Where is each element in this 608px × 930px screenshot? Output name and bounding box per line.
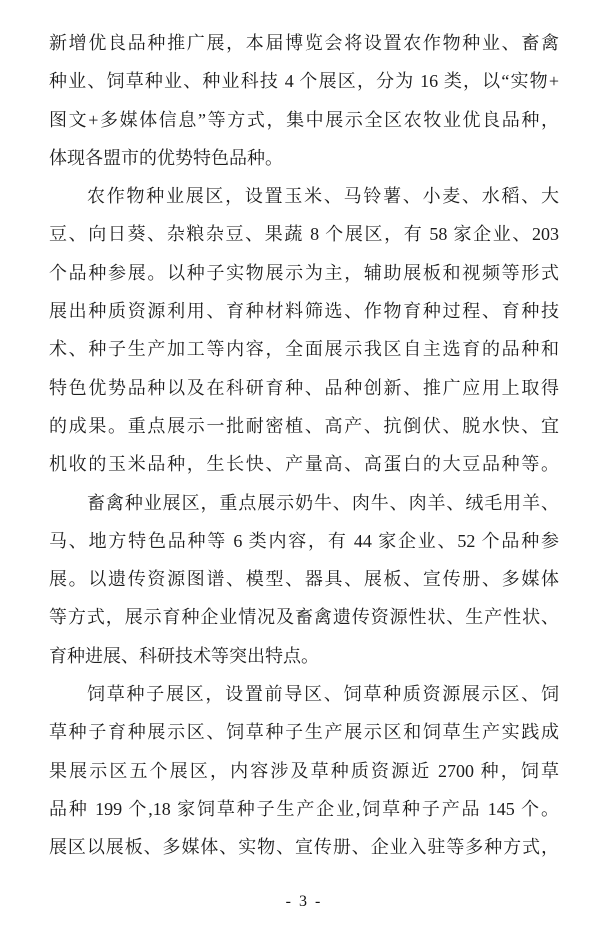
page-number: - 3 - <box>285 893 323 910</box>
text-line: 展区以展板、多媒体、实物、宣传册、企业入驻等多种方式， <box>49 837 559 858</box>
text-line: 种业、饲草种业、种业科技 4 个展区，分为 16 类，以“实物+ <box>49 71 559 92</box>
text-line: 饲草种子展区，设置前导区、饲草种质资源展示区、饲 <box>87 684 559 705</box>
text-line: 草种子育种展示区、饲草种子生产展示区和饲草生产实践成 <box>49 722 559 743</box>
document-body <box>49 24 559 867</box>
page-footer <box>0 893 608 911</box>
text-line: 育种进展、科研技术等突出特点。 <box>49 645 319 666</box>
text-line: 豆、向日葵、杂粮杂豆、果蔬 8 个展区，有 58 家企业、203 <box>49 224 559 245</box>
text-line: 图文+多媒体信息”等方式，集中展示全区农牧业优良品种， <box>49 109 559 130</box>
text-line: 术、种子生产加工等内容，全面展示我区自主选育的品种和 <box>49 339 559 360</box>
text-line: 果展示区五个展区，内容涉及草种质资源近 2700 种，饲草 <box>49 760 559 781</box>
text-line: 展出种质资源利用、育种材料筛选、作物育种过程、育种技 <box>49 301 559 322</box>
text-line: 马、地方特色品种等 6 类内容，有 44 家企业、52 个品种参 <box>49 530 559 551</box>
text-line: 体现各盟市的优势特色品种。 <box>49 147 283 168</box>
text-line: 展。以遗传资源图谱、模型、器具、展板、宣传册、多媒体 <box>49 569 559 590</box>
text-line: 个品种参展。以种子实物展示为主，辅助展板和视频等形式 <box>49 262 559 283</box>
text-line: 畜禽种业展区，重点展示奶牛、肉牛、肉羊、绒毛用羊、 <box>87 492 559 513</box>
text-line: 农作物种业展区，设置玉米、马铃薯、小麦、水稻、大 <box>87 186 559 207</box>
text-line: 机收的玉米品种，生长快、产量高、高蛋白的大豆品种等。 <box>49 454 559 475</box>
text-line: 新增优良品种推广展，本届博览会将设置农作物种业、畜禽 <box>49 33 559 53</box>
text-line: 品种 199 个,18 家饲草种子生产企业,饲草种子产品 145 个。 <box>49 798 559 819</box>
text-line: 特色优势品种以及在科研育种、品种创新、推广应用上取得 <box>49 377 559 398</box>
text-line: 等方式，展示育种企业情况及畜禽遗传资源性状、生产性状、 <box>49 607 559 628</box>
text-line: 的成果。重点展示一批耐密植、高产、抗倒伏、脱水快、宜 <box>49 415 559 436</box>
